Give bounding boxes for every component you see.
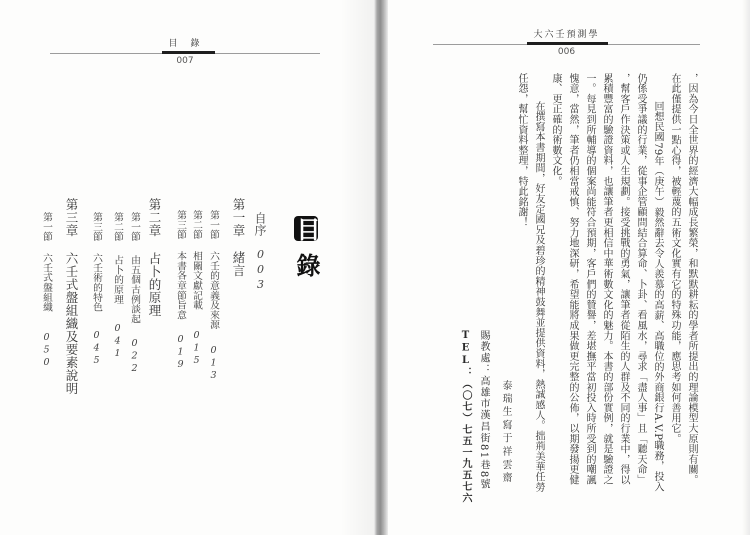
contact-address: 賜教處：高雄市漢昌街81巷8號 bbox=[478, 330, 489, 491]
toc-entry-title: 自序 bbox=[253, 212, 267, 236]
text-column: ，幫客戶作決策或人生規劃。接受挑戰的勇氣，讓筆者從陌生的人群及不同的行業中，得以 bbox=[618, 73, 629, 485]
section-label: 第一節 bbox=[41, 212, 52, 242]
chapter-title: 占卜的原理 bbox=[147, 252, 162, 318]
text-column: 一。每見到所輔導的個案尚能符合預期，客戶們的贊譽，差堪撫平當初投入時所受到的嘲諷 bbox=[584, 73, 595, 485]
section-title: 占卜的原理 bbox=[112, 254, 123, 304]
chapter-label: 第一章 bbox=[231, 198, 246, 237]
running-head-title: 大六壬預測學 bbox=[533, 30, 600, 40]
section-label: 第三節 bbox=[91, 212, 102, 242]
right-page-preface bbox=[376, 0, 750, 535]
toc-section-1-1[interactable] bbox=[207, 210, 219, 383]
author-signature: 泰瑞生寫于祥雲齋 bbox=[500, 380, 511, 486]
toc-page-number: 045 bbox=[91, 330, 102, 368]
text-column: 累積豐富的驗證資料，也讓筆者更相信中華術數文化的魅力。本書的部份實例，就是驗證之 bbox=[601, 73, 612, 485]
toc-page-number: 015 bbox=[191, 330, 202, 368]
text-column: ，因為今日全世界的經濟大幅成長繁榮，和默默耕耘的學者所提出的理論模型大原則有關。 bbox=[686, 73, 697, 485]
text-column-paragraph-start: 回想民國79年（庚午）毅然辭去令人羨慕的高薪、高職位的外商銀行A.V.P職務，投入 bbox=[652, 101, 663, 492]
header-rule bbox=[433, 42, 700, 46]
page-number: 006 bbox=[557, 47, 576, 57]
toc-page-number: 013 bbox=[208, 345, 219, 383]
text-column: 仍係受爭議的行業，從事企管顧問結合算命、卜卦、看風水，尋求「盡人事」且「聽天命」 bbox=[635, 73, 646, 485]
page-number: 007 bbox=[176, 56, 194, 66]
section-title: 相關文獻記載 bbox=[191, 250, 202, 310]
header-rule-thick bbox=[162, 51, 215, 54]
toc-page-number: 003 bbox=[254, 247, 267, 293]
section-label: 第一節 bbox=[208, 210, 219, 240]
toc-title bbox=[293, 216, 319, 277]
chapter-label: 第三章 bbox=[64, 198, 79, 237]
section-label: 第二節 bbox=[112, 212, 123, 242]
text-column: 在此僅提供一點心得，被輕蔑的五術文化實有它的特殊功能，應思考如何善用它。 bbox=[669, 73, 680, 444]
section-label: 第三節 bbox=[175, 210, 186, 240]
toc-chapter-1-heading[interactable] bbox=[231, 198, 245, 277]
section-title: 六壬術的特色 bbox=[91, 252, 102, 312]
toc-section-3-1[interactable] bbox=[40, 212, 52, 370]
section-label: 第二節 bbox=[191, 210, 202, 240]
text-column: 愧意，當然，筆者仍相當戒慎、努力地深研，希望能將成果做更完整的公佈，以期發揚更健 bbox=[567, 73, 578, 485]
section-label: 第一節 bbox=[129, 212, 140, 242]
chapter-title: 緒言 bbox=[231, 251, 246, 278]
chapter-label: 第二章 bbox=[147, 198, 162, 237]
header-rule bbox=[50, 51, 320, 55]
section-title: 由五個古例談起 bbox=[129, 254, 140, 324]
preface-body-text bbox=[513, 73, 700, 498]
toc-entry-preface[interactable] bbox=[253, 212, 267, 293]
toc-section-1-3[interactable] bbox=[174, 210, 186, 372]
toc-chapter-2-heading[interactable] bbox=[147, 198, 161, 317]
section-title: 六壬式盤組織 bbox=[41, 252, 52, 312]
running-head-title: 目 錄 bbox=[168, 39, 202, 49]
toc-section-2-3[interactable] bbox=[90, 212, 102, 368]
toc-page-number: 022 bbox=[129, 338, 140, 376]
toc-page-number: 041 bbox=[112, 322, 123, 361]
toc-chapter-3-heading[interactable] bbox=[64, 198, 78, 395]
text-column: 康、更正確的術數文化。 bbox=[550, 73, 561, 187]
toc-title-char-1: 目 bbox=[292, 216, 321, 241]
toc-section-2-2[interactable] bbox=[111, 212, 123, 360]
toc-section-2-1[interactable] bbox=[128, 212, 140, 376]
header-rule-thick bbox=[527, 42, 608, 45]
text-column-paragraph-start: 在撰寫本書期間，好友定國兄及碧珍的精神鼓舞並提供資料，熱誠感人。拙荊美華任勞 bbox=[533, 101, 544, 493]
toc-section-1-2[interactable] bbox=[190, 210, 202, 368]
running-head bbox=[50, 38, 320, 67]
section-title: 本書各章節旨意 bbox=[175, 250, 186, 320]
toc-title-char-2: 錄 bbox=[292, 253, 321, 278]
section-title: 六壬的意義及來源 bbox=[208, 250, 219, 329]
text-column: 任怨，幫忙資料整理，特此銘謝！ bbox=[516, 73, 527, 228]
toc-page-number: 019 bbox=[175, 334, 186, 372]
running-head bbox=[433, 29, 700, 58]
chapter-title: 六壬式盤組織及要素說明 bbox=[64, 252, 79, 396]
contact-telephone: TEL：（〇七）七五一九五七六 bbox=[460, 330, 471, 504]
toc-page-number: 050 bbox=[41, 332, 52, 370]
